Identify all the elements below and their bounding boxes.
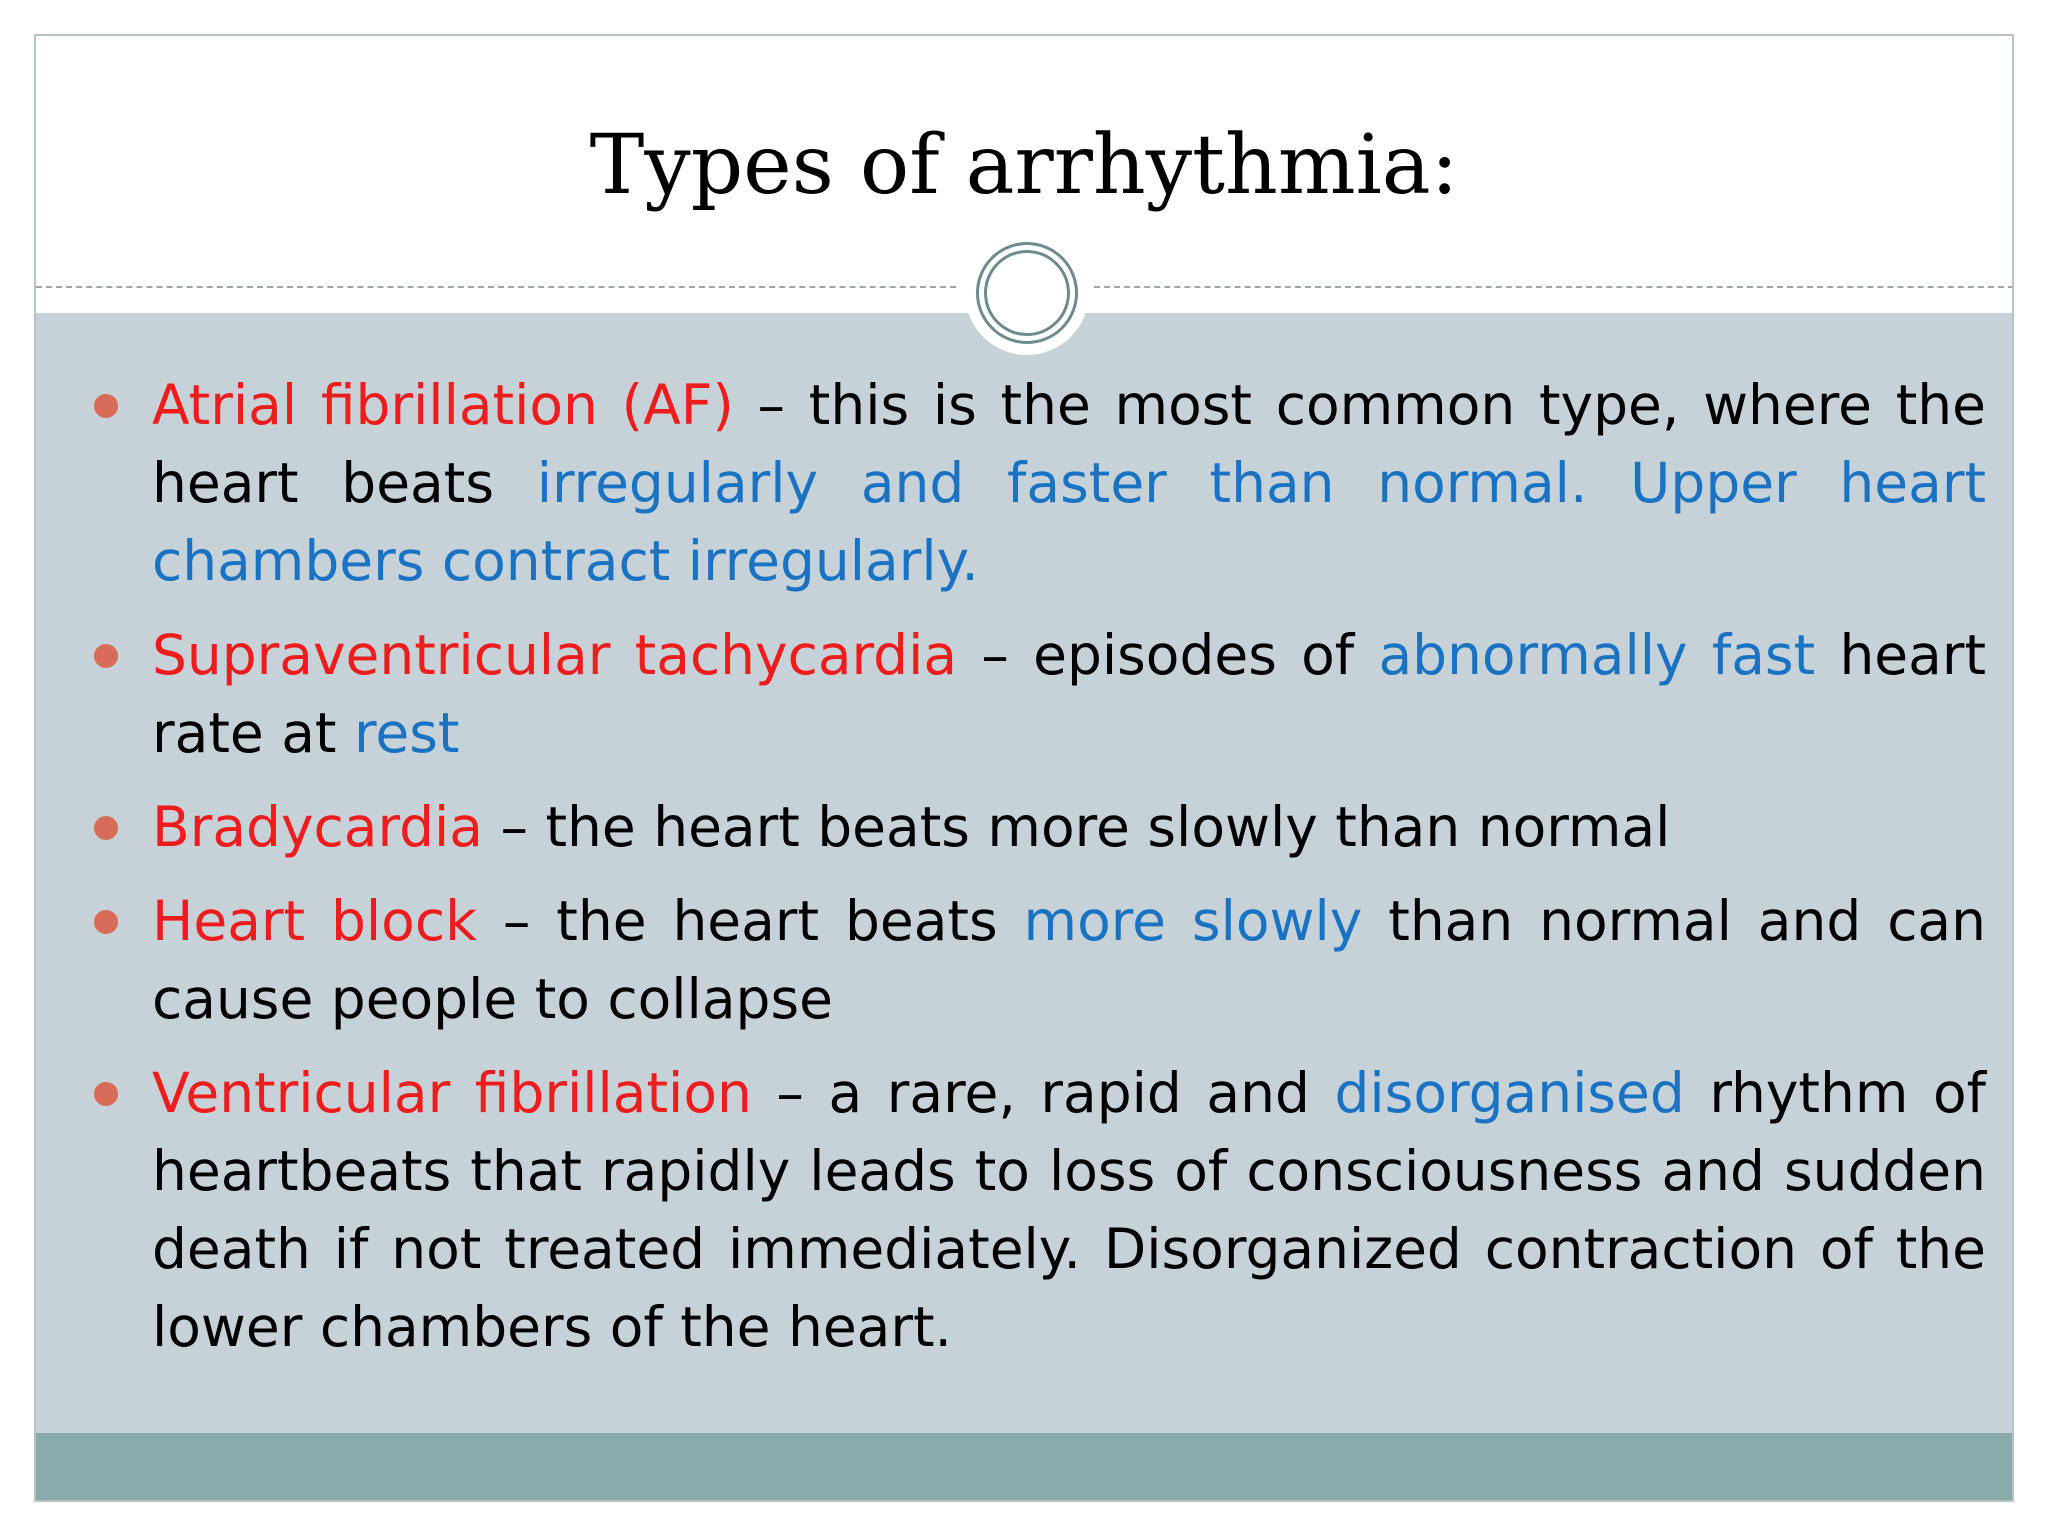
term-label: Ventricular fibrillation	[152, 1061, 752, 1125]
bullet-ventricular-fibrillation	[152, 1054, 1986, 1366]
highlight-text: abnormally fast	[1378, 623, 1816, 687]
bullet-dot-icon	[94, 910, 118, 934]
slide	[34, 34, 2014, 1502]
description-text: – the heart beats more slowly than normal	[483, 795, 1671, 859]
highlight-text: more slowly	[1023, 889, 1363, 953]
term-label: Supraventricular tachycardia	[152, 623, 958, 687]
bullet-dot-icon	[94, 644, 118, 668]
bullet-dot-icon	[94, 394, 118, 418]
description-text: – the heart beats	[476, 889, 1024, 953]
highlight-text: irregularly and faster than normal. Upper heart chambers contract irregularly.	[152, 451, 1987, 593]
description-text: rhythm of heartbeats that rapidly leads to loss of consciousness and sudden death if not treated immediately. Disorganized contraction of the lower chambers of the heart.	[152, 1061, 1986, 1359]
ornament-ring-inner	[984, 250, 1070, 336]
description-text: than normal and can cause people to collapse	[152, 889, 1986, 1031]
bullet-atrial-fibrillation	[152, 366, 1986, 600]
bullet-dot-icon	[94, 816, 118, 840]
description-text: heart rate at	[152, 623, 1987, 765]
bullet-list	[152, 366, 1986, 1382]
slide-title: Types of arrhythmia:	[589, 118, 1459, 213]
footer-band	[36, 1433, 2012, 1502]
highlight-text: rest	[353, 701, 460, 765]
description-text: – a rare, rapid and	[751, 1061, 1335, 1125]
bullet-dot-icon	[94, 1082, 118, 1106]
description-text: – this is the most common type, where the heart beats	[152, 373, 1986, 515]
title-divider-left	[36, 286, 956, 288]
bullet-heart-block	[152, 882, 1986, 1038]
term-label: Atrial fibrillation (AF)	[152, 373, 734, 437]
bullet-bradycardia	[152, 788, 1986, 866]
bullet-supraventricular-tachycardia	[152, 616, 1986, 772]
term-label: Heart block	[152, 889, 477, 953]
description-text: – episodes of	[957, 623, 1379, 687]
title-divider-right	[1094, 286, 2014, 288]
term-label: Bradycardia	[152, 795, 483, 859]
highlight-text: disorganised	[1334, 1061, 1685, 1125]
